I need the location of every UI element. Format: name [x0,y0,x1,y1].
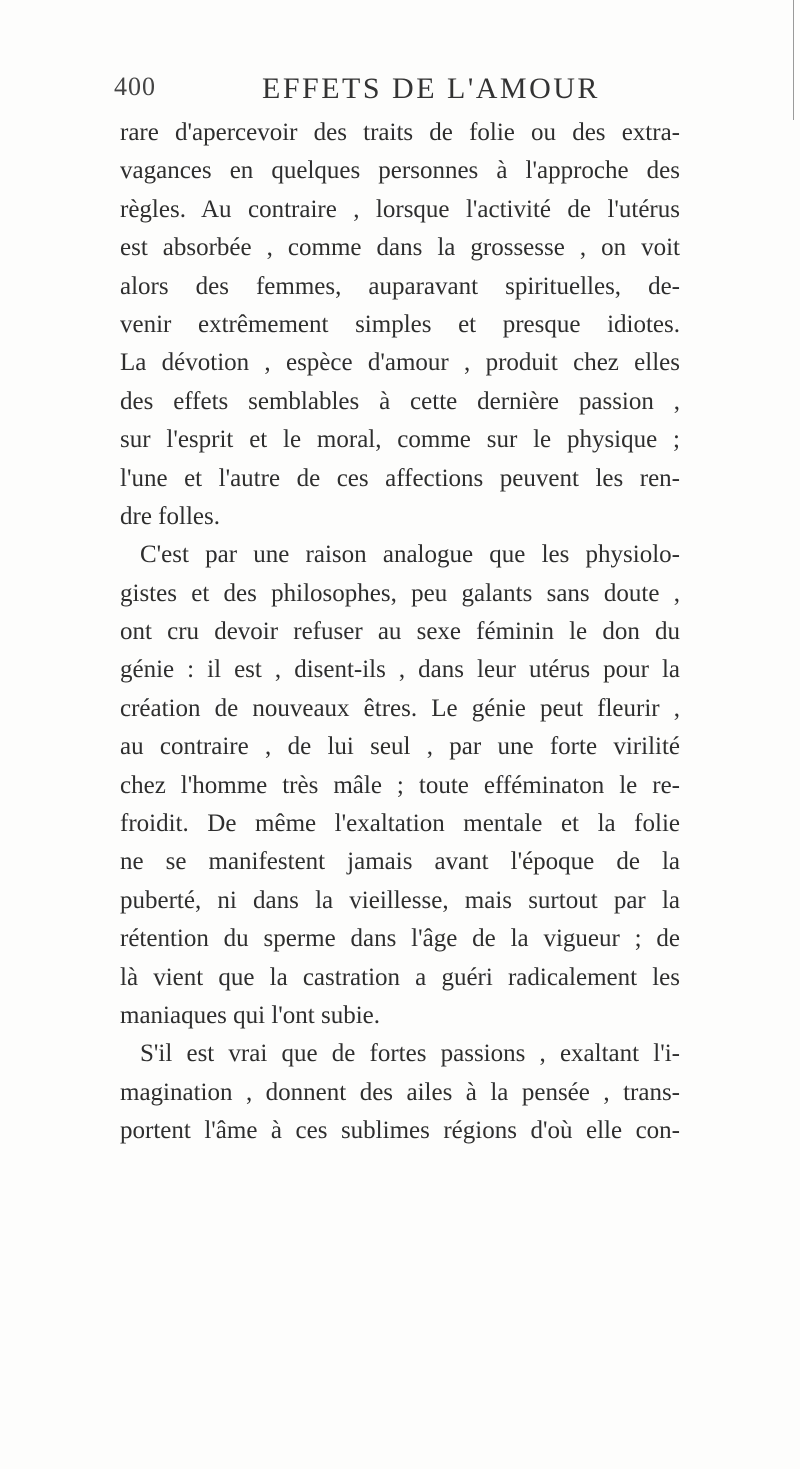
text-line: froidit. De même l'exaltation mentale et la folie [120,810,680,838]
paragraph-end-line: maniaques qui l'ont subie. [120,1001,381,1029]
text-line: là vient que la castration a guéri radicalement les [120,963,680,991]
text-line: des effets semblables à cette dernière passion , [120,387,680,415]
text-line: alors des femmes, auparavant spirituelles, de- [120,272,680,300]
paragraph-start-line: S'il est vrai que de fortes passions , exaltant l'i- [140,1040,680,1068]
text-line: génie : il est , disent-ils , dans leur utérus pour la [120,656,680,684]
text-line: l'une et l'autre de ces affections peuvent les ren- [120,464,680,492]
page-number: 400 [114,72,156,101]
text-line: sur l'esprit et le moral, comme sur le physique ; [120,426,680,454]
text-line: au contraire , de lui seul , par une forte virilité [120,733,680,761]
text-line: venir extrêmement simples et presque idiotes. [120,310,680,338]
text-line: vagances en quelques personnes à l'approche des [120,157,680,185]
text-line: puberté, ni dans la vieillesse, mais surtout par la [120,886,680,914]
text-line: magination , donnent des ailes à la pensée , trans- [120,1078,680,1106]
page-edge-line [793,0,794,120]
text-line: portent l'âme à ces sublimes régions d'où elle con- [120,1117,680,1145]
text-line: rare d'apercevoir des traits de folie ou des extra- [120,119,680,146]
text-line: rétention du sperme dans l'âge de la vigueur ; de [120,925,680,953]
text-line: est absorbée , comme dans la grossesse , on voit [120,234,680,262]
text-line: règles. Au contraire , lorsque l'activité de l'utérus [120,195,680,223]
text-line: ne se manifestent jamais avant l'époque de la [120,848,680,876]
paragraph-start-line: C'est par une raison analogue que les physiolo- [140,541,680,569]
text-line: gistes et des philosophes, peu galants sans doute , [120,579,680,607]
body-text [120,114,680,1151]
text-line: chez l'homme très mâle ; toute efféminaton le re- [120,771,680,799]
text-line: ont cru devoir refuser au sexe féminin le don du [120,618,680,646]
text-line: création de nouveaux êtres. Le génie peut fleurir , [120,694,680,722]
page-header [114,72,674,112]
text-line: La dévotion , espèce d'amour , produit chez elles [120,349,680,377]
paragraph-end-line: dre folles. [120,502,220,530]
running-title: EFFETS DE L'AMOUR [262,72,600,105]
